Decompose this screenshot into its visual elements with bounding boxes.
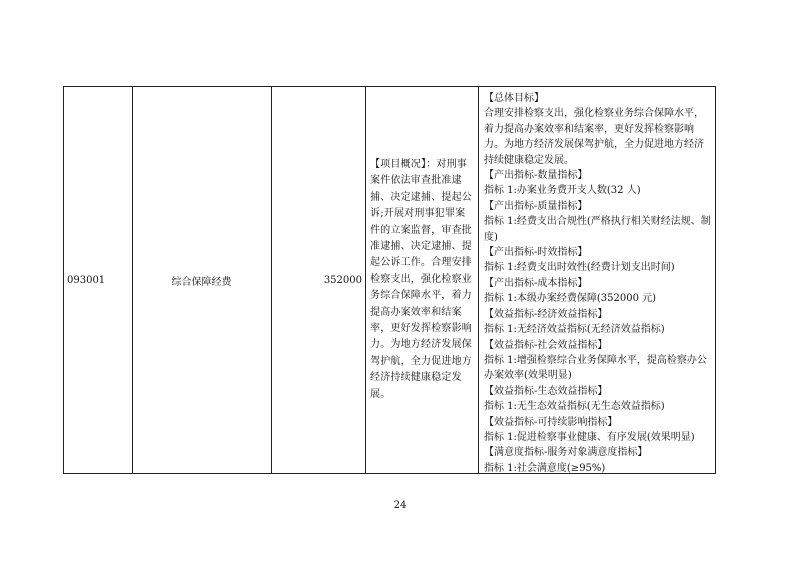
performance-goals-cell [478, 87, 717, 473]
goal-text: 指标 1:本级办案经费保障(352000 元) [484, 293, 657, 305]
goal-heading: 【效益指标-社会效益指标】 [484, 339, 608, 351]
goal-heading: 【产出指标-时效指标】 [484, 247, 588, 259]
goal-text: 指标 1:经费支出时效性(经费计划支出时间) [484, 262, 675, 274]
goal-text: 合理安排检察支出，强化检察业务综合保障水平，着力提高办案效率和结案率，更好发挥检察影响力。为地方经济发展保驾护航，全力促进地方经济持续健康稳定发展。 [484, 108, 704, 166]
goal-heading: 【效益指标-生态效益指标】 [484, 385, 608, 397]
goal-heading: 【效益指标-经济效益指标】 [484, 308, 608, 320]
goal-heading: 【总体目标】 [484, 93, 544, 104]
goal-text: 指标 1:经费支出合规性(严格执行相关财经法规、制度) [484, 216, 711, 243]
goal-heading: 【产出指标-数量指标】 [484, 170, 588, 182]
goal-heading: 【产出指标-成本指标】 [484, 277, 588, 289]
goal-text: 指标 1:无生态效益指标(无生态效益指标) [484, 401, 665, 413]
project-name: 综合保障经费 [171, 276, 232, 288]
project-description: 【项目概况】：对刑事案件依法审查批准逮捕、决定逮捕、提起公诉;开展对刑事犯罪案件的立案监督，审查批准逮捕、决定逮捕、提起公诉工作。合理安排检察支出，强化检察业务综合保障水平，着力提高办案效率和结案率，更好发挥检察影响力。为地方经济发展保驾护航，全力促进地方经济持续健康稳定发展。 [370, 158, 472, 400]
goal-text: 指标 1:增强检察综合业务保障水平，提高检察办公办案效率(效果明显) [484, 354, 707, 382]
goal-heading: 【满意度指标-服务对象满意度指标】 [484, 447, 648, 459]
page-number: 24 [393, 500, 407, 511]
goal-text: 指标 1:促进检察事业健康、有序发展(效果明显) [484, 431, 695, 443]
project-name-cell [132, 87, 271, 473]
project-amount-cell [271, 87, 365, 473]
project-description-cell [365, 87, 478, 473]
project-code: 093001 [67, 274, 106, 286]
project-code-cell [64, 87, 132, 473]
goal-heading: 【效益指标-可持续影响指标】 [484, 416, 618, 428]
project-table [63, 86, 716, 474]
goal-text: 指标 1:无经济效益指标(无经济效益指标) [484, 324, 665, 336]
project-amount: 352000 [323, 274, 362, 286]
goal-text: 指标 1:办案业务费开支人数(32 人) [484, 185, 641, 197]
goal-heading: 【产出指标-质量指标】 [484, 200, 588, 212]
goal-text: 指标 1:社会满意度(≥95%) [484, 462, 606, 474]
